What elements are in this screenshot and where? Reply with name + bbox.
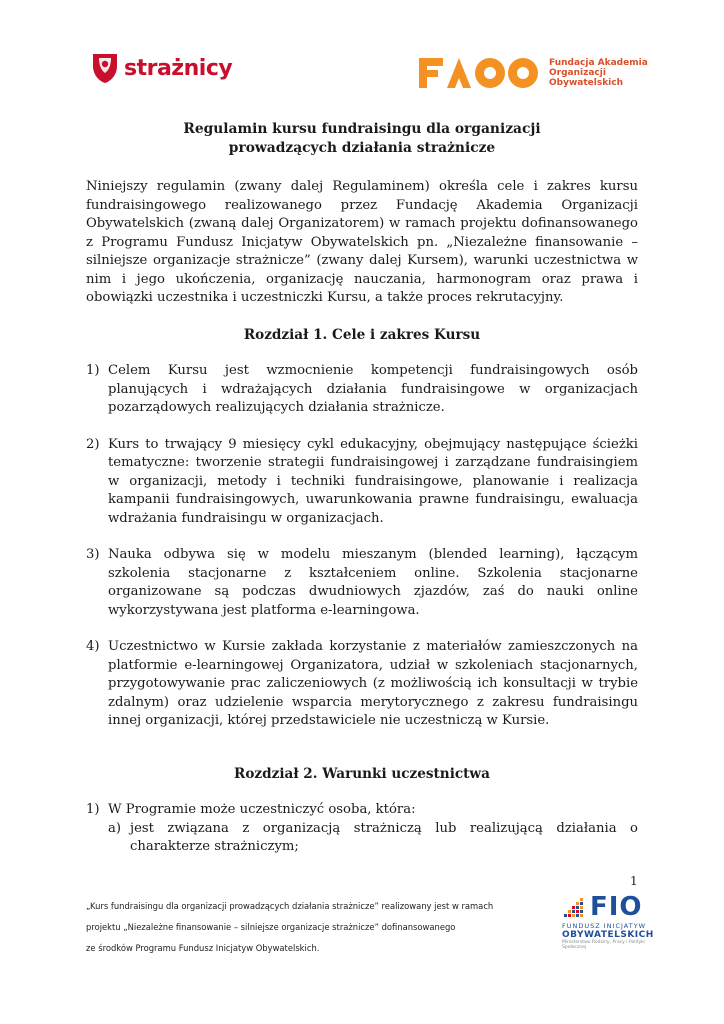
faoo-org-name <box>549 58 648 88</box>
chapter-1-list <box>86 362 638 731</box>
page-number: 1 <box>630 874 638 888</box>
sub-list-item <box>108 820 638 857</box>
fio-line-3: Ministerstwo Rodziny, Pracy i Polityki Społecznej <box>562 940 646 950</box>
footer-line-3: ze środków Programu Fundusz Inicjatyw Obywatelskich. <box>86 943 320 953</box>
title-line-1: Regulamin kursu fundraisingu dla organizacji <box>183 121 541 137</box>
strażnicy-logo <box>90 52 232 84</box>
fio-logo <box>562 894 662 950</box>
document-body <box>86 120 638 857</box>
footer-note <box>86 896 526 959</box>
item-number: 2) <box>86 436 100 452</box>
strażnicy-brand-text: strażnicy <box>124 55 233 81</box>
item-text: Kurs to trwający 9 miesięcy cykl edukacyjny, obejmujący następujące ścieżki tematyczne: tworzenie strategii fundraisingowej i zarządzane fundraisingiem w organizacji, metody i techniki fundraisingowe, planowanie i realizacja kampanii fundraisingowych, uwarunkowania prawne fundraisingu, ewaluacja wdrażania fundraisingu w organizacjach. <box>108 436 638 526</box>
fio-word: FIO <box>590 892 643 922</box>
sub-item-letter: a) <box>108 820 122 836</box>
item-number: 3) <box>86 547 100 562</box>
fio-line-1: FUNDUSZ INICJATYW <box>562 922 647 930</box>
list-item <box>86 801 638 857</box>
list-item <box>86 638 638 731</box>
document-title <box>86 120 638 158</box>
footer-line-2: projektu „Niezależne finansowanie – silniejsze organizacje strażnicze” dofinansowanego <box>86 922 456 932</box>
item-text: Uczestnictwo w Kursie zakłada korzystanie z materiałów zamieszczonych na platformie e-learningowej Organizatora, udział w szkoleniach stacjonarnych, przygotowywanie prac zaliczeniowych (z możliwością ich konsultacji w trybie zdalnym) oraz udzielenie wsparcia merytorycznego z zakresu fundraisingu innej organizacji, której przedstawiciele nie uczestniczą w Kursie. <box>108 639 638 728</box>
sub-item-text: jest związana z organizacją strażniczą lub realizującą działania o charakterze strażniczym; <box>130 820 638 854</box>
org-line-3: Obywatelskich <box>549 78 624 88</box>
item-text: Nauka odbywa się w modelu mieszanym (blended learning), łączącym szkolenia stacjonarne z kształceniem online. Szkolenia stacjonarne organizowane są podczas dwudniowych zjazdów, zaś do nauki online wykorzystywana jest platforma e-learningowa. <box>108 547 638 618</box>
list-item <box>86 546 638 620</box>
shield-icon <box>90 52 120 84</box>
title-line-2: prowadzących działania strażnicze <box>228 140 496 156</box>
item-text: Celem Kursu jest wzmocnienie kompetencji fundraisingowych osób planujących i wdrażających działania fundraisingowe w organizacjach pozarządowych realizujących działania strażnicze. <box>108 363 638 415</box>
intro-paragraph: Niniejszy regulamin (zwany dalej Regulaminem) określa cele i zakres kursu fundraisingowego realizowanego przez Fundację Akademia Organizacji Obywatelskich (zwaną dalej Organizatorem) w ramach projektu dofinansowanego z Programu Fundusz Inicjatyw Obywatelskich pn. „Niezależne finansowanie – silniejsze organizacje strażnicze” (zwany dalej Kursem), warunki uczestnictwa w nim i jego ukończenia, organizację nauczania, harmonogram oraz prawa i obowiązki uczestnika i uczestniczki Kursu, a także proces rekrutacyjny. <box>86 179 638 305</box>
footer-line-1: „Kurs fundraisingu dla organizacji prowadzących działania strażnicze” realizowany jest w ramach <box>86 901 494 911</box>
chapter-1-heading: Rozdział 1. Cele i zakres Kursu <box>243 326 481 343</box>
fio-line-2: OBYWATELSKICH <box>562 930 654 940</box>
chapter-2-list <box>86 801 638 857</box>
org-line-2: Organizacji <box>549 68 606 78</box>
fio-mark <box>562 894 662 920</box>
faoo-mark <box>419 57 541 89</box>
list-item <box>86 436 638 529</box>
list-item <box>86 362 638 418</box>
faoo-logo <box>419 57 648 89</box>
org-line-1: Fundacja Akademia <box>549 58 648 68</box>
item-number: 1) <box>86 363 100 378</box>
faoo-logo-icon <box>419 57 541 89</box>
fio-dots-icon <box>562 896 586 920</box>
item-text: W Programie może uczestniczyć osoba, która: <box>108 802 416 817</box>
item-number: 1) <box>86 802 100 817</box>
chapter-2-heading: Rozdział 2. Warunki uczestnictwa <box>234 765 490 782</box>
item-number: 4) <box>86 639 100 654</box>
